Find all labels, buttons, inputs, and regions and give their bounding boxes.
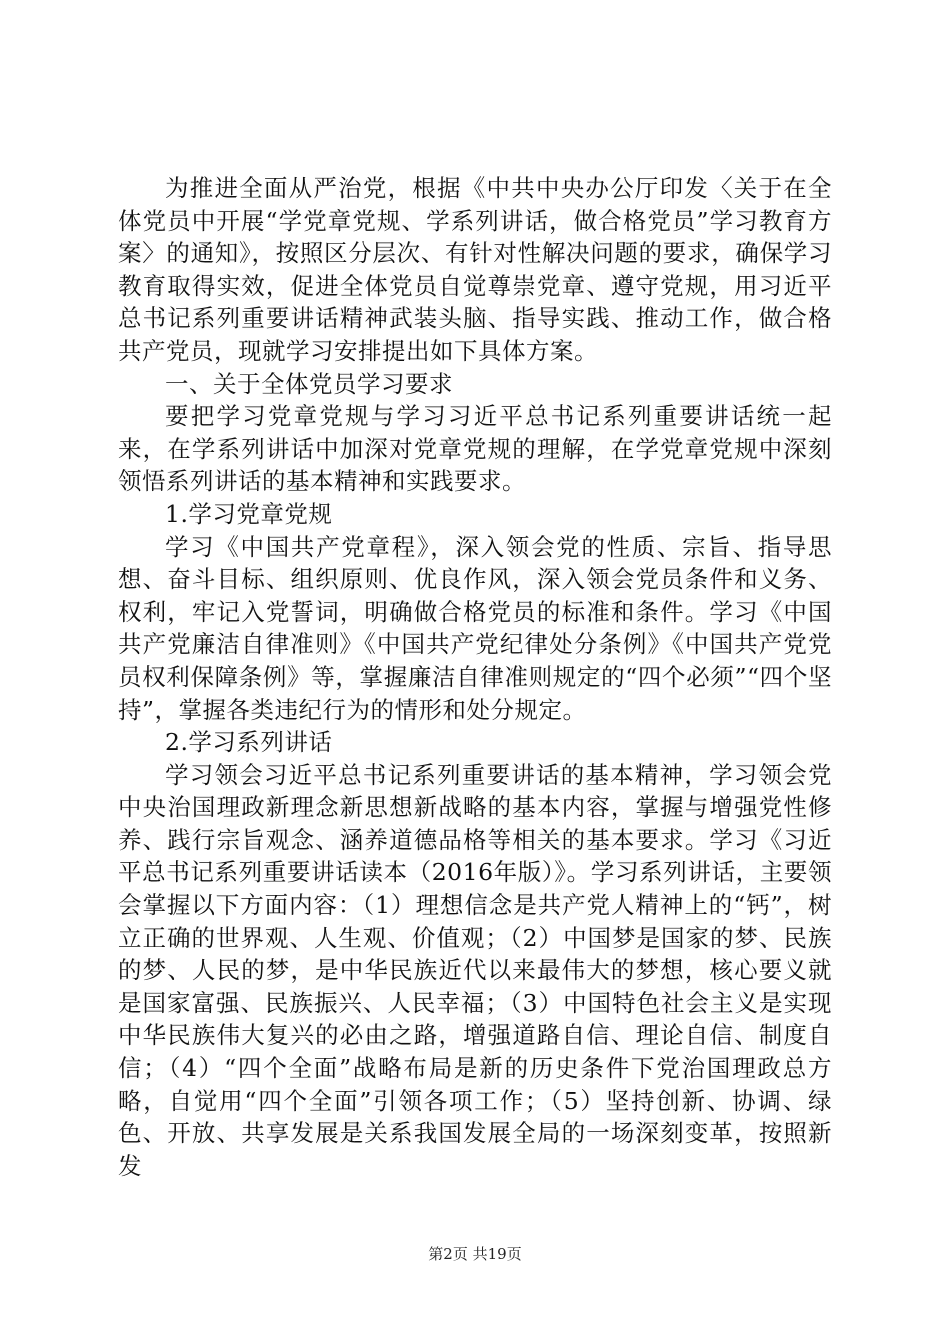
intro-paragraph: 为推进全面从严治党，根据《中共中央办公厅印发〈关于在全体党员中开展“学党章党规、学系列讲话，做合格党员”学习教育方案〉的通知》，按照区分层次、有针对性解决问题的要求，确保学习教育取得实效，促进全体党员自觉尊崇党章、遵守党规，用习近平总书记系列重要讲话精神武装头脑、指导实践、推动工作，做合格共产党员，现就学习安排提出如下具体方案。	[118, 174, 832, 365]
document-body	[118, 172, 832, 1182]
subheading-1-paragraph: 学习《中国共产党章程》，深入领会党的性质、宗旨、指导思想、奋斗目标、组织原则、优良作风，深入领会党员条件和义务、权利，牢记入党誓词，明确做合格党员的标准和条件。学习《中国共产党廉洁自律准则》《中国共产党纪律处分条例》《中国共产党党员权利保障条例》等，掌握廉洁自律准则规定的“四个必须”“四个坚持”，掌握各类违纪行为的情形和处分规定。	[118, 532, 832, 724]
section-heading-1: 一、关于全体党员学习要求	[165, 369, 453, 398]
subheading-2-paragraph: 学习领会习近平总书记系列重要讲话的基本精神，学习领会党中央治国理政新理念新思想新战略的基本内容，掌握与增强党性修养、践行宗旨观念、涵养道德品格等相关的基本要求。学习《习近平总书记系列重要讲话读本（2016年版）》。学习系列讲话，主要领会掌握以下方面内容：（1）理想信念是共产党人精神上的“钙”，树立正确的世界观、人生观、价值观；（2）中国梦是国家的梦、民族的梦、人民的梦，是中华民族近代以来最伟大的梦想，核心要义就是国家富强、民族振兴、人民幸福；（3）中国特色社会主义是实现中华民族伟大复兴的必由之路，增强道路自信、理论自信、制度自信；（4）“四个全面”战略布局是新的历史条件下党治国理政总方略，自觉用“四个全面”引领各项工作；（5）坚持创新、协调、绿色、开放、共享发展是关系我国发展全局的一场深刻变革，按照新发	[118, 760, 832, 1180]
page-footer: 第2页 共19页	[428, 1245, 522, 1263]
section-1-paragraph: 要把学习党章党规与学习习近平总书记系列重要讲话统一起来，在学系列讲话中加深对党章党规的理解，在学党章党规中深刻领悟系列讲话的基本精神和实践要求。	[118, 402, 832, 496]
subheading-2: 2.学习系列讲话	[165, 728, 333, 757]
subheading-1: 1.学习党章党规	[165, 499, 333, 528]
